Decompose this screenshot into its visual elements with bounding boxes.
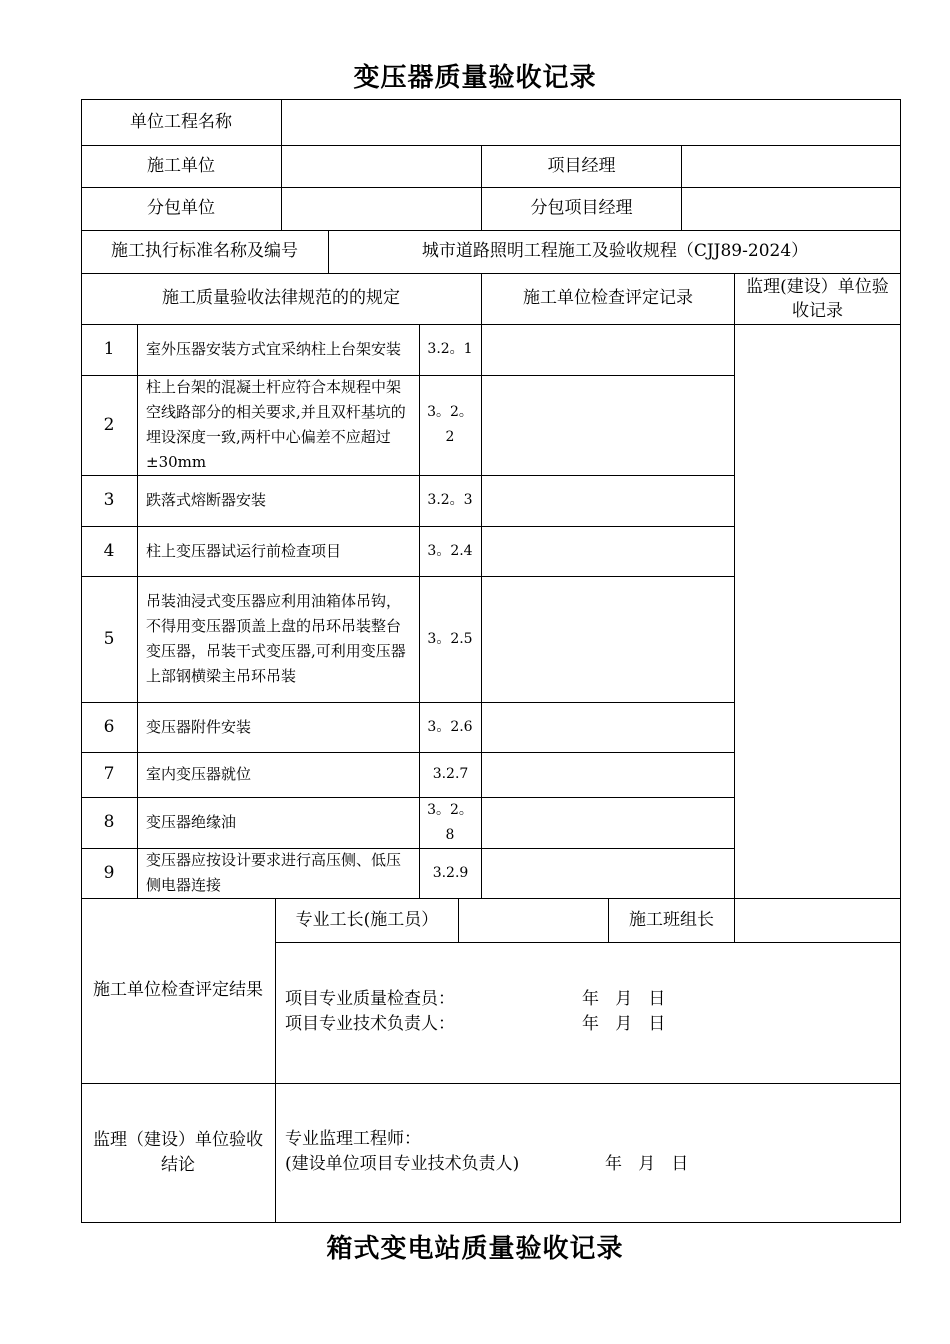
item-clause: 3。2.5 [427,630,473,647]
item-requirement: 室内变压器就位 [146,765,252,783]
contractor-field[interactable] [282,145,481,187]
item-number: 6 [103,716,115,737]
unit-project-label: 单位工程名称 [130,111,232,132]
tech-lead-date: 年 月 日 [582,1014,666,1034]
item-clause: 3。2。2 [427,404,473,445]
item-contractor-record[interactable] [482,526,734,576]
supervisor-record-column-header: 监理(建设）单位验收记录 [746,276,889,321]
project-manager-label: 项目经理 [547,155,616,176]
item-number: 9 [103,862,115,883]
standard-label: 施工执行标准名称及编号 [111,241,298,261]
item-number: 1 [103,339,115,359]
quality-inspector-date: 年 月 日 [582,989,666,1009]
item-number: 5 [103,628,115,649]
item-clause: 3.2.9 [432,864,469,881]
item-clause: 3.2。3 [427,492,473,508]
quality-inspector-label: 项目专业质量检查员： [285,989,455,1009]
row-divider [275,942,901,943]
item-contractor-record[interactable] [482,475,734,526]
item-contractor-record[interactable] [482,797,734,848]
item-contractor-record[interactable] [482,848,734,898]
item-contractor-record[interactable] [482,324,734,375]
foreman-label: 专业工长(施工员） [295,909,439,930]
col-divider [275,898,276,1223]
contractor-record-column-header: 施工单位检查评定记录 [523,288,693,308]
supervisor-result-label: 监理（建设）单位验收结论 [93,1130,263,1175]
item-number: 2 [103,414,115,435]
sub-manager-label: 分包项目经理 [530,198,633,218]
subcontractor-field[interactable] [282,187,481,230]
next-section-title: 箱式变电站质量验收记录 [326,1234,624,1264]
item-requirement: 跌落式熔断器安装 [146,491,267,509]
item-requirement: 变压器绝缘油 [146,813,237,831]
item-contractor-record[interactable] [482,752,734,797]
item-requirement: 柱上变压器试运行前检查项目 [146,541,342,560]
item-clause: 3。2.4 [427,542,473,559]
item-contractor-record[interactable] [482,375,734,475]
supervising-engineer-label: 专业监理工程师： [285,1129,421,1149]
supervisor-record-field[interactable] [735,324,901,898]
col-divider [137,324,138,898]
subcontractor-label: 分包单位 [147,198,215,218]
item-clause: 3。2.6 [427,718,473,735]
item-number: 3 [103,490,115,510]
item-number: 8 [103,812,115,832]
item-requirement: 变压器应按设计要求进行高压侧、低压侧电器连接 [146,851,402,894]
item-requirement: 室外压器安装方式宜采纳柱上台架安装 [146,340,402,358]
standard-value: 城市道路照明工程施工及验收规程（CJJ89-2024） [421,241,809,261]
regulation-column-header: 施工质量验收法律规范的的规定 [162,288,400,308]
item-requirement: 吊装油浸式变压器应利用油箱体吊钩，不得用变压器顶盖上盘的吊环吊装整台变压器，吊装干式变压器,可利用变压器上部钢横梁主吊环吊装 [146,592,406,685]
item-number: 7 [103,764,115,784]
col-divider [419,324,420,898]
contractor-result-label: 施工单位检查评定结果 [93,980,263,1000]
foreman-field[interactable] [459,898,608,942]
item-clause: 3.2.7 [432,766,469,782]
team-leader-label: 施工班组长 [629,909,714,930]
page-title: 变压器质量验收记录 [353,63,597,93]
item-number: 4 [103,540,115,561]
item-clause: 3。2。8 [427,801,473,843]
project-manager-field[interactable] [682,145,901,187]
tech-lead-label: 项目专业技术负责人： [285,1014,455,1034]
sub-manager-field[interactable] [682,187,901,230]
unit-project-field[interactable] [282,99,901,145]
contractor-label: 施工单位 [147,155,215,176]
owner-tech-lead-label: (建设单位项目专业技术负责人) [285,1154,520,1174]
item-contractor-record[interactable] [482,576,734,702]
item-requirement: 柱上台架的混凝土杆应符合本规程中架空线路部分的相关要求,并且双杆基坑的埋设深度一致,两杆中心偏差不应超过±30mm [146,378,406,471]
item-requirement: 变压器附件安装 [146,717,252,736]
team-leader-field[interactable] [735,898,901,942]
item-clause: 3.2。1 [427,341,473,357]
item-contractor-record[interactable] [482,702,734,752]
supervisor-date: 年 月 日 [605,1154,689,1174]
